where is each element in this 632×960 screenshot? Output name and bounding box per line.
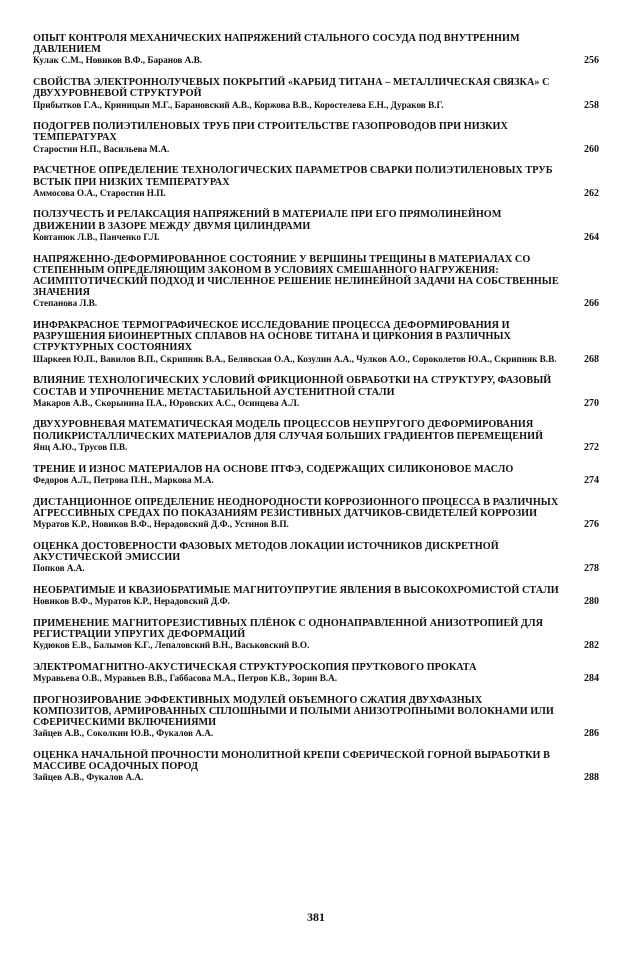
toc-entry bbox=[33, 209, 599, 243]
entry-page-number: 288 bbox=[584, 772, 599, 784]
entry-title: ДВУХУРОВНЕВАЯ МАТЕМАТИЧЕСКАЯ МОДЕЛЬ ПРОЦЕССОВ НЕУПРУГОГО ДЕФОРМИРОВАНИЯ ПОЛИКРИСТАЛЛИЧЕСКИХ МАТЕРИАЛОВ ДЛЯ СЛУЧАЯ БОЛЬШИХ ГРАДИЕНТОВ ПЕРЕМЕЩЕНИЙ bbox=[33, 419, 544, 442]
entry-page-number: 274 bbox=[584, 474, 599, 486]
entry-title: ТРЕНИЕ И ИЗНОС МАТЕРИАЛОВ НА ОСНОВЕ ПТФЭ, СОДЕРЖАЩИХ СИЛИКОНОВОЕ МАСЛО bbox=[33, 463, 514, 475]
entry-authors: Прибытков Г.А., Криницын М.Г., Барановский А.В., Коржова В.В., Коростелева Е.Н., Дураков В.Г. bbox=[33, 99, 444, 110]
toc-entry bbox=[33, 497, 599, 531]
toc-entry bbox=[33, 464, 599, 486]
entry-authors: Федоров А.Л., Петрова П.Н., Маркова М.А. bbox=[33, 474, 214, 485]
entry-title: НАПРЯЖЕННО-ДЕФОРМИРОВАННОЕ СОСТОЯНИЕ У ВЕРШИНЫ ТРЕЩИНЫ В МАТЕРИАЛАХ СО СТЕПЕННЫМ ОПРЕДЕЛЯЮЩИМ ЗАКОНОМ В УСЛОВИЯХ СМЕШАННОГО НАГРУЖЕНИЯ: АСИМПТОТИЧЕСКИЙ ПОДХОД И ЧИСЛЕННОЕ РЕШЕНИЕ НЕЛИНЕЙНОЙ ЗАДАЧИ НА СОБСТВЕННЫЕ ЗНАЧЕНИЯ bbox=[33, 253, 559, 299]
toc-entry bbox=[33, 165, 599, 199]
toc-entry bbox=[33, 320, 599, 365]
entry-page-number: 286 bbox=[584, 728, 599, 740]
entry-page-number: 272 bbox=[584, 441, 599, 453]
entry-authors: Старостин Н.П., Васильева М.А. bbox=[33, 143, 170, 154]
entry-title: ПРИМЕНЕНИЕ МАГНИТОРЕЗИСТИВНЫХ ПЛЁНОК С ОДНОНАПРАВЛЕННОЙ АНИЗОТРОПИЕЙ ДЛЯ РЕГИСТРАЦИИ УПРУГИХ ДЕФОРМАЦИЙ bbox=[33, 617, 544, 640]
entry-page-number: 270 bbox=[584, 397, 599, 409]
page-number: 381 bbox=[307, 910, 325, 924]
entry-title: ДИСТАНЦИОННОЕ ОПРЕДЕЛЕНИЕ НЕОДНОРОДНОСТИ КОРРОЗИОННОГО ПРОЦЕССА В РАЗЛИЧНЫХ АГРЕССИВНЫХ СРЕДАХ ПО ПОКАЗАНИЯМ РЕЗИСТИВНЫХ ДАТЧИКОВ-СВИДЕТЕЛЕЙ КОРРОЗИИ bbox=[33, 496, 559, 519]
entry-page-number: 262 bbox=[584, 187, 599, 199]
entry-page-number: 258 bbox=[584, 99, 599, 111]
toc-entry bbox=[33, 541, 599, 575]
entry-authors: Аммосова О.А., Старостин Н.П. bbox=[33, 187, 166, 198]
toc-entry bbox=[33, 33, 599, 67]
toc-entry bbox=[33, 77, 599, 111]
entry-authors: Степанова Л.В. bbox=[33, 298, 98, 309]
entry-page-number: 280 bbox=[584, 595, 599, 607]
entry-authors: Зайцев А.В., Фукалов А.А. bbox=[33, 772, 144, 783]
toc-entry bbox=[33, 695, 599, 740]
entry-title: ЭЛЕКТРОМАГНИТНО-АКУСТИЧЕСКАЯ СТРУКТУРОСКОПИЯ ПРУТКОВОГО ПРОКАТА bbox=[33, 661, 477, 673]
entry-authors: Зайцев А.В., Соколкин Ю.В., Фукалов А.А. bbox=[33, 728, 214, 739]
toc-entry bbox=[33, 585, 599, 607]
entry-title: ОЦЕНКА НАЧАЛЬНОЙ ПРОЧНОСТИ МОНОЛИТНОЙ КРЕПИ СФЕРИЧЕСКОЙ ГОРНОЙ ВЫРАБОТКИ В МАССИВЕ ОСАДОЧНЫХ ПОРОД bbox=[33, 749, 550, 773]
entry-page-number: 284 bbox=[584, 672, 599, 684]
entry-page-number: 268 bbox=[584, 353, 599, 365]
entry-page-number: 278 bbox=[584, 563, 599, 575]
toc-entry bbox=[33, 375, 599, 409]
toc-entry bbox=[33, 750, 599, 784]
entry-page-number: 276 bbox=[584, 518, 599, 530]
entry-title: ПОЛЗУЧЕСТЬ И РЕЛАКСАЦИЯ НАПРЯЖЕНИЙ В МАТЕРИАЛЕ ПРИ ЕГО ПРЯМОЛИНЕЙНОМ ДВИЖЕНИИ В ЗАЗОРЕ МЕЖДУ ДВУМЯ ЦИЛИНДРАМИ bbox=[33, 209, 502, 232]
entry-authors: Ковтанюк Л.В., Панченко Г.Л. bbox=[33, 231, 160, 242]
entry-title: РАСЧЕТНОЕ ОПРЕДЕЛЕНИЕ ТЕХНОЛОГИЧЕСКИХ ПАРАМЕТРОВ СВАРКИ ПОЛИЭТИЛЕНОВЫХ ТРУБ ВСТЫК ПРИ НИЗКИХ ТЕМПЕРАТУРАХ bbox=[33, 165, 553, 188]
entry-title: ПРОГНОЗИРОВАНИЕ ЭФФЕКТИВНЫХ МОДУЛЕЙ ОБЪЕМНОГО СЖАТИЯ ДВУХФАЗНЫХ КОМПОЗИТОВ, АРМИРОВАННЫХ СПЛОШНЫМИ И ПОЛЫМИ АНИЗОТРОПНЫМИ ВОЛОКНАМИ ИЛИ СФЕРИЧЕСКИМИ ВКЛЮЧЕНИЯМИ bbox=[33, 694, 554, 729]
entry-page-number: 260 bbox=[584, 143, 599, 155]
entry-title: ПОДОГРЕВ ПОЛИЭТИЛЕНОВЫХ ТРУБ ПРИ СТРОИТЕЛЬСТВЕ ГАЗОПРОВОДОВ ПРИ НИЗКИХ ТЕМПЕРАТУРАХ bbox=[33, 121, 508, 144]
entry-title: ИНФРАКРАСНОЕ ТЕРМОГРАФИЧЕСКОЕ ИССЛЕДОВАНИЕ ПРОЦЕССА ДЕФОРМИРОВАНИЯ И РАЗРУШЕНИЯ БИОИНЕРТНЫХ СПЛАВОВ НА ОСНОВЕ ТИТАНА И ЦИРКОНИЯ В РАЗЛИЧНЫХ СТРУКТУРНЫХ СОСТОЯНИЯХ bbox=[33, 320, 511, 354]
entry-authors: Муратов К.Р., Новиков В.Ф., Нерадовский Д.Ф., Устинов В.П. bbox=[33, 518, 289, 529]
entry-title: ОЦЕНКА ДОСТОВЕРНОСТИ ФАЗОВЫХ МЕТОДОВ ЛОКАЦИИ ИСТОЧНИКОВ ДИСКРЕТНОЙ АКУСТИЧЕСКОЙ ЭМИССИИ bbox=[33, 540, 499, 563]
entry-authors: Янц А.Ю., Трусов П.В. bbox=[33, 441, 128, 452]
entry-authors: Попков А.А. bbox=[33, 563, 85, 574]
entry-title: ВЛИЯНИЕ ТЕХНОЛОГИЧЕСКИХ УСЛОВИЙ ФРИКЦИОННОЙ ОБРАБОТКИ НА СТРУКТУРУ, ФАЗОВЫЙ СОСТАВ И УПРОЧНЕНИЕ МЕТАСТАБИЛЬНОЙ АУСТЕНИТНОЙ СТАЛИ bbox=[33, 375, 552, 398]
toc-entry bbox=[33, 662, 599, 684]
entry-authors: Муравьева О.В., Муравьев В.В., Габбасова М.А., Петров К.В., Зорин В.А. bbox=[33, 672, 338, 683]
entry-authors: Кулак С.М., Новиков В.Ф., Баранов А.В. bbox=[33, 55, 203, 66]
toc-entry bbox=[33, 254, 599, 310]
entry-page-number: 266 bbox=[584, 298, 599, 310]
entry-title: ОПЫТ КОНТРОЛЯ МЕХАНИЧЕСКИХ НАПРЯЖЕНИЙ СТАЛЬНОГО СОСУДА ПОД ВНУТРЕННИМ ДАВЛЕНИЕМ bbox=[33, 33, 520, 56]
entry-page-number: 256 bbox=[584, 55, 599, 67]
entry-authors: Новиков В.Ф., Муратов К.Р., Нерадовский Д.Ф. bbox=[33, 595, 230, 606]
entry-authors: Шаркеев Ю.П., Вавилов В.П., Скрипняк В.А., Белявская О.А., Козулин А.А., Чулков А.О., Сороколетов Ю.А., Скрипняк В.В. bbox=[33, 353, 557, 364]
entry-title: СВОЙСТВА ЭЛЕКТРОННОЛУЧЕВЫХ ПОКРЫТИЙ «КАРБИД ТИТАНА – МЕТАЛЛИЧЕСКАЯ СВЯЗКА» С ДВУХУРОВНЕВОЙ СТРУКТУРОЙ bbox=[33, 77, 550, 100]
table-of-contents bbox=[33, 33, 599, 794]
entry-authors: Кудюков Е.В., Балымов К.Г., Лепаловский В.Н., Васьковский В.О. bbox=[33, 640, 310, 651]
toc-entry bbox=[33, 419, 599, 453]
toc-entry bbox=[33, 618, 599, 652]
entry-page-number: 282 bbox=[584, 640, 599, 652]
entry-authors: Макаров А.В., Скорынина П.А., Юровских А.С., Осинцева А.Л. bbox=[33, 397, 300, 408]
entry-title: НЕОБРАТИМЫЕ И КВАЗИОБРАТИМЫЕ МАГНИТОУПРУГИЕ ЯВЛЕНИЯ В ВЫСОКОХРОМИСТОЙ СТАЛИ bbox=[33, 584, 559, 596]
toc-entry bbox=[33, 121, 599, 155]
entry-page-number: 264 bbox=[584, 231, 599, 243]
